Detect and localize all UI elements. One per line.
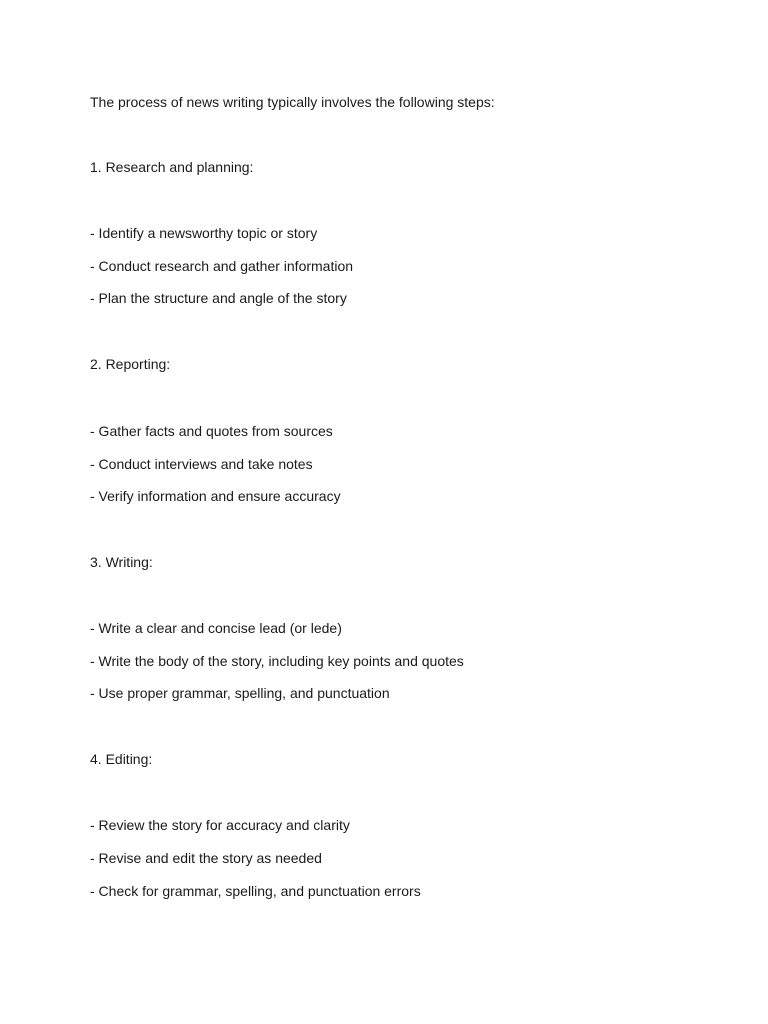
- list-item: - Write the body of the story, including key points and quotes: [90, 653, 464, 669]
- list-item: - Conduct interviews and take notes: [90, 456, 313, 472]
- section-heading-research: 1. Research and planning:: [90, 159, 254, 175]
- list-item: - Identify a newsworthy topic or story: [90, 225, 318, 241]
- list-item: - Conduct research and gather information: [90, 258, 354, 274]
- list-item: - Review the story for accuracy and clarity: [90, 817, 350, 833]
- list-item: - Check for grammar, spelling, and punctuation errors: [90, 883, 421, 899]
- section-heading-editing: 4. Editing:: [90, 751, 153, 767]
- list-item: - Verify information and ensure accuracy: [90, 488, 341, 504]
- list-item: - Use proper grammar, spelling, and punctuation: [90, 685, 390, 701]
- list-item: - Plan the structure and angle of the story: [90, 290, 347, 306]
- section-heading-reporting: 2. Reporting:: [90, 356, 171, 372]
- list-item: - Write a clear and concise lead (or lede): [90, 620, 342, 636]
- list-item: - Gather facts and quotes from sources: [90, 423, 333, 439]
- section-heading-writing: 3. Writing:: [90, 554, 153, 570]
- list-item: - Revise and edit the story as needed: [90, 850, 322, 866]
- intro-paragraph: The process of news writing typically involves the following steps:: [90, 94, 495, 110]
